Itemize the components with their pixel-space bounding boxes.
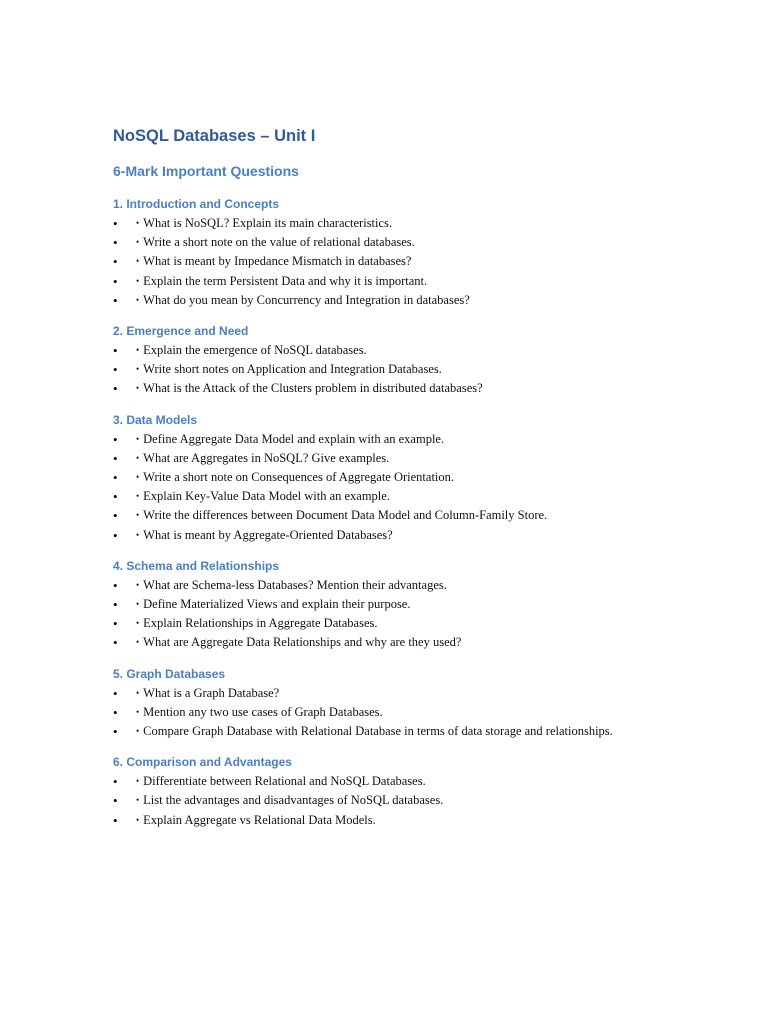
inner-bullet-icon: •	[136, 491, 140, 502]
question-text	[136, 686, 279, 700]
list-item	[113, 722, 633, 741]
question-text	[136, 724, 613, 738]
question-label: Explain the term Persistent Data and why it is important.	[143, 273, 428, 288]
question-text	[136, 254, 411, 268]
question-label: Compare Graph Database with Relational Database in terms of data storage and relationships.	[143, 724, 613, 739]
inner-bullet-icon: •	[136, 472, 140, 483]
question-label: Write the differences between Document Data Model and Column-Family Store.	[143, 508, 548, 523]
question-text	[136, 451, 389, 465]
question-label: What is meant by Aggregate-Oriented Databases?	[143, 527, 393, 542]
question-text	[136, 274, 427, 288]
section-heading: 5. Graph Databases	[113, 666, 226, 681]
inner-bullet-icon: •	[136, 579, 140, 590]
list-item	[113, 360, 633, 379]
question-label: Mention any two use cases of Graph Databases.	[143, 704, 383, 719]
inner-bullet-icon: •	[136, 433, 140, 444]
list-item	[113, 252, 633, 271]
document-subtitle: 6-Mark Important Questions	[113, 163, 299, 179]
question-label: Explain the emergence of NoSQL databases.	[143, 343, 367, 358]
question-label: Write a short note on Consequences of Aggregate Orientation.	[143, 470, 455, 485]
question-label: What are Aggregates in NoSQL? Give examples.	[143, 450, 390, 465]
question-label: What are Schema-less Databases? Mention their advantages.	[143, 577, 447, 592]
document-page	[113, 123, 633, 830]
inner-bullet-icon: •	[136, 275, 140, 286]
question-section	[113, 411, 633, 545]
list-item	[113, 595, 633, 614]
bullet-icon: •	[113, 793, 118, 809]
bullet-icon: •	[113, 508, 118, 524]
section-heading: 6. Comparison and Advantages	[113, 755, 292, 770]
bullet-icon: •	[113, 235, 118, 251]
question-text	[136, 343, 367, 357]
question-text	[136, 705, 383, 719]
question-text	[136, 508, 547, 522]
inner-bullet-icon: •	[136, 452, 140, 463]
list-item	[113, 214, 633, 233]
bullet-icon: •	[113, 704, 118, 720]
list-item	[113, 506, 633, 525]
question-label: Define Materialized Views and explain their purpose.	[143, 597, 411, 612]
question-section	[113, 557, 633, 653]
inner-bullet-icon: •	[136, 218, 140, 228]
bullet-icon: •	[113, 724, 118, 740]
inner-bullet-icon: •	[136, 795, 140, 806]
inner-bullet-icon: •	[136, 776, 140, 787]
list-item	[113, 468, 633, 487]
inner-bullet-icon: •	[136, 637, 140, 648]
bullet-icon: •	[113, 577, 118, 593]
list-item	[113, 791, 633, 810]
question-section	[113, 195, 633, 310]
bullet-icon: •	[113, 450, 118, 466]
question-label: Explain Aggregate vs Relational Data Models.	[143, 812, 376, 827]
list-item	[113, 341, 633, 360]
question-text	[136, 774, 426, 788]
question-text	[136, 235, 415, 249]
list-item	[113, 430, 633, 449]
list-item	[113, 811, 633, 830]
bullet-icon: •	[113, 774, 118, 790]
list-item	[113, 576, 633, 595]
question-text	[136, 635, 461, 649]
question-label: Write short notes on Application and Integration Databases.	[143, 362, 442, 377]
bullet-icon: •	[113, 273, 118, 289]
bullet-icon: •	[113, 362, 118, 378]
bullet-icon: •	[113, 527, 118, 543]
question-label: What is a Graph Database?	[143, 685, 280, 700]
bullet-icon: •	[113, 812, 118, 828]
inner-bullet-icon: •	[136, 256, 140, 267]
question-list	[113, 430, 633, 545]
question-list	[113, 772, 633, 830]
inner-bullet-icon: •	[136, 345, 140, 356]
list-item	[113, 487, 633, 506]
question-label: What are Aggregate Data Relationships and why are they used?	[143, 635, 462, 650]
bullet-icon: •	[113, 635, 118, 651]
question-text	[136, 381, 483, 395]
bullet-icon: •	[113, 470, 118, 486]
question-label: Write a short note on the value of relational databases.	[143, 235, 415, 250]
question-text	[136, 216, 392, 230]
question-label: What is NoSQL? Explain its main characteristics.	[143, 216, 393, 230]
question-section	[113, 322, 633, 399]
question-list	[113, 576, 633, 653]
question-text	[136, 813, 376, 827]
question-label: What is the Attack of the Clusters problem in distributed databases?	[143, 381, 483, 396]
list-item	[113, 772, 633, 791]
question-section	[113, 665, 633, 742]
question-label: Define Aggregate Data Model and explain with an example.	[143, 431, 445, 446]
list-item	[113, 291, 633, 310]
bullet-icon: •	[113, 616, 118, 632]
inner-bullet-icon: •	[136, 599, 140, 610]
bullet-icon: •	[113, 489, 118, 505]
bullet-icon: •	[113, 381, 118, 397]
question-label: Explain Key-Value Data Model with an example.	[143, 489, 390, 504]
inner-bullet-icon: •	[136, 510, 140, 521]
question-text	[136, 616, 377, 630]
inner-bullet-icon: •	[136, 237, 140, 248]
question-list	[113, 214, 633, 310]
inner-bullet-icon: •	[136, 726, 140, 737]
question-text	[136, 793, 443, 807]
question-list	[113, 341, 633, 399]
inner-bullet-icon: •	[136, 529, 140, 540]
bullet-icon: •	[113, 343, 118, 359]
inner-bullet-icon: •	[136, 383, 140, 394]
question-section	[113, 753, 633, 830]
section-heading: 4. Schema and Relationships	[113, 558, 280, 573]
section-heading: 3. Data Models	[113, 412, 198, 427]
list-item	[113, 449, 633, 468]
inner-bullet-icon: •	[136, 706, 140, 717]
list-item	[113, 379, 633, 398]
question-label: Differentiate between Relational and NoSQL Databases.	[143, 774, 426, 789]
list-item	[113, 633, 633, 652]
question-label: What do you mean by Concurrency and Integration in databases?	[143, 292, 470, 307]
bullet-icon: •	[113, 216, 118, 231]
sections-container	[113, 195, 633, 830]
question-text	[136, 528, 393, 542]
question-label: Explain Relationships in Aggregate Databases.	[143, 616, 378, 631]
bullet-icon: •	[113, 292, 118, 308]
inner-bullet-icon: •	[136, 618, 140, 629]
question-text	[136, 432, 444, 446]
question-label: List the advantages and disadvantages of NoSQL databases.	[143, 793, 444, 808]
bullet-icon: •	[113, 431, 118, 447]
question-text	[136, 293, 470, 307]
inner-bullet-icon: •	[136, 294, 140, 305]
section-heading: 1. Introduction and Concepts	[113, 197, 280, 211]
list-item	[113, 233, 633, 252]
inner-bullet-icon: •	[136, 364, 140, 375]
question-label: What is meant by Impedance Mismatch in databases?	[143, 254, 412, 269]
list-item	[113, 526, 633, 545]
section-heading: 2. Emergence and Need	[113, 324, 249, 339]
bullet-icon: •	[113, 254, 118, 270]
bullet-icon: •	[113, 685, 118, 701]
list-item	[113, 684, 633, 703]
question-text	[136, 597, 410, 611]
question-text	[136, 470, 454, 484]
bullet-icon: •	[113, 597, 118, 613]
list-item	[113, 614, 633, 633]
list-item	[113, 703, 633, 722]
inner-bullet-icon: •	[136, 814, 140, 825]
inner-bullet-icon: •	[136, 687, 140, 698]
question-list	[113, 684, 633, 742]
question-text	[136, 362, 442, 376]
list-item	[113, 272, 633, 291]
question-text	[136, 489, 390, 503]
question-text	[136, 578, 447, 592]
document-title: NoSQL Databases – Unit I	[113, 127, 316, 145]
